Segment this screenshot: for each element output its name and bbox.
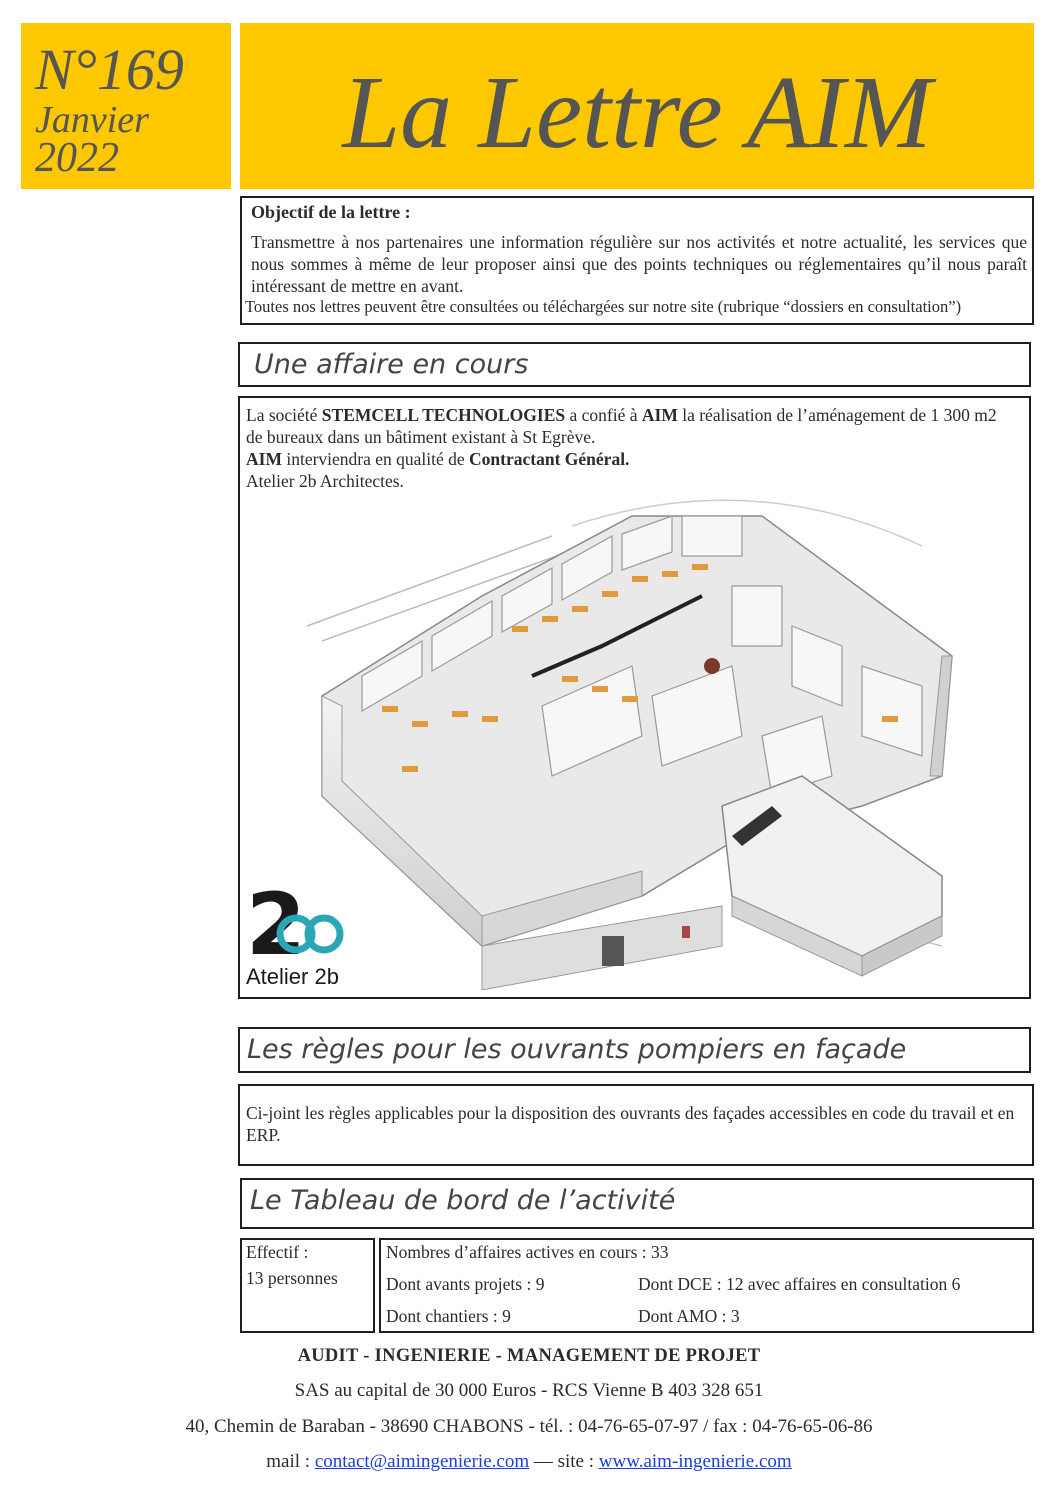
section-ouvrants-header	[238, 1027, 1031, 1073]
issue-year: 2022	[35, 135, 119, 181]
section-tableau-header	[240, 1178, 1034, 1229]
effectif-box	[240, 1238, 375, 1333]
stat-avants-projets: Dont avants projets : 9	[386, 1274, 545, 1294]
ouvrants-box	[238, 1084, 1034, 1166]
stats-box	[379, 1238, 1034, 1333]
section-ouvrants-title: Les règles pour les ouvrants pompiers en façade	[247, 1034, 907, 1065]
stat-dce: Dont DCE : 12 avec affaires en consultation 6	[638, 1274, 961, 1294]
footer-contact	[0, 1451, 1058, 1473]
site-separator: — site :	[529, 1451, 599, 1472]
mail-label: mail :	[266, 1451, 315, 1472]
aim-name-2: AIM	[246, 449, 282, 469]
section-affaire-title: Une affaire en cours	[254, 349, 529, 380]
affaire-text-2: a confié à	[565, 405, 642, 425]
objective-box	[240, 196, 1034, 325]
logo-text: Atelier 2b	[246, 964, 339, 989]
affaire-text-1: La société	[246, 405, 322, 425]
issue-month: Janvier	[35, 99, 149, 141]
section-tableau-title: Le Tableau de bord de l’activité	[250, 1185, 676, 1216]
title-banner	[240, 23, 1034, 189]
affaire-text-3: la réalisation de l’aménagement de 1 300 m2 de bureaux dans un bâtiment existant à St Egrève.	[246, 405, 997, 447]
stat-amo: Dont AMO : 3	[638, 1306, 740, 1326]
effectif-value: 13 personnes	[246, 1268, 338, 1288]
issue-number: N°169	[35, 37, 184, 102]
newsletter-title: La Lettre AIM	[342, 55, 932, 170]
affaire-text-4: interviendra en qualité de	[281, 449, 470, 469]
affaire-box	[238, 396, 1031, 999]
stat-chantiers: Dont chantiers : 9	[386, 1306, 511, 1326]
role-name: Contractant Général.	[469, 449, 630, 469]
architect-name: Atelier 2b Architectes.	[246, 471, 404, 491]
floor-plan-image	[302, 476, 984, 990]
footer-address: 40, Chemin de Baraban - 38690 CHABONS - tél. : 04-76-65-07-97 / fax : 04-76-65-06-86	[185, 1416, 873, 1437]
stat-active: Nombres d’affaires actives en cours : 33	[386, 1242, 669, 1262]
aim-name-1: AIM	[641, 405, 678, 425]
ouvrants-body: Ci-joint les règles applicables pour la disposition des ouvrants des façades accessibles en code du travail et en ERP.	[246, 1103, 1015, 1145]
effectif-label: Effectif :	[246, 1242, 309, 1262]
logo-glyph: 2	[246, 878, 306, 975]
footer-tagline: AUDIT - INGENIERIE - MANAGEMENT DE PROJET	[297, 1346, 761, 1366]
objective-note: Toutes nos lettres peuvent être consultées ou téléchargées sur notre site (rubrique “dossiers en consultation”)	[245, 297, 962, 316]
website-link[interactable]: www.aim-ingenierie.com	[598, 1451, 792, 1472]
section-affaire-header	[238, 342, 1031, 387]
objective-body: Transmettre à nos partenaires une information régulière sur nos activités et notre actualité, les services que nous sommes à même de leur proposer ainsi que des points techniques ou réglementaires qu’il nous paraît intéressant de mettre en avant.	[251, 232, 1027, 296]
objective-heading: Objectif de la lettre :	[251, 202, 411, 222]
email-link[interactable]: contact@aimingenierie.com	[314, 1451, 530, 1472]
atelier-2b-logo	[244, 878, 348, 990]
issue-box	[21, 23, 231, 189]
atelier-2b-logo-mark	[244, 878, 348, 990]
footer-legal: SAS au capital de 30 000 Euros - RCS Vienne B 403 328 651	[294, 1380, 764, 1401]
company-name: STEMCELL TECHNOLOGIES	[321, 405, 566, 425]
